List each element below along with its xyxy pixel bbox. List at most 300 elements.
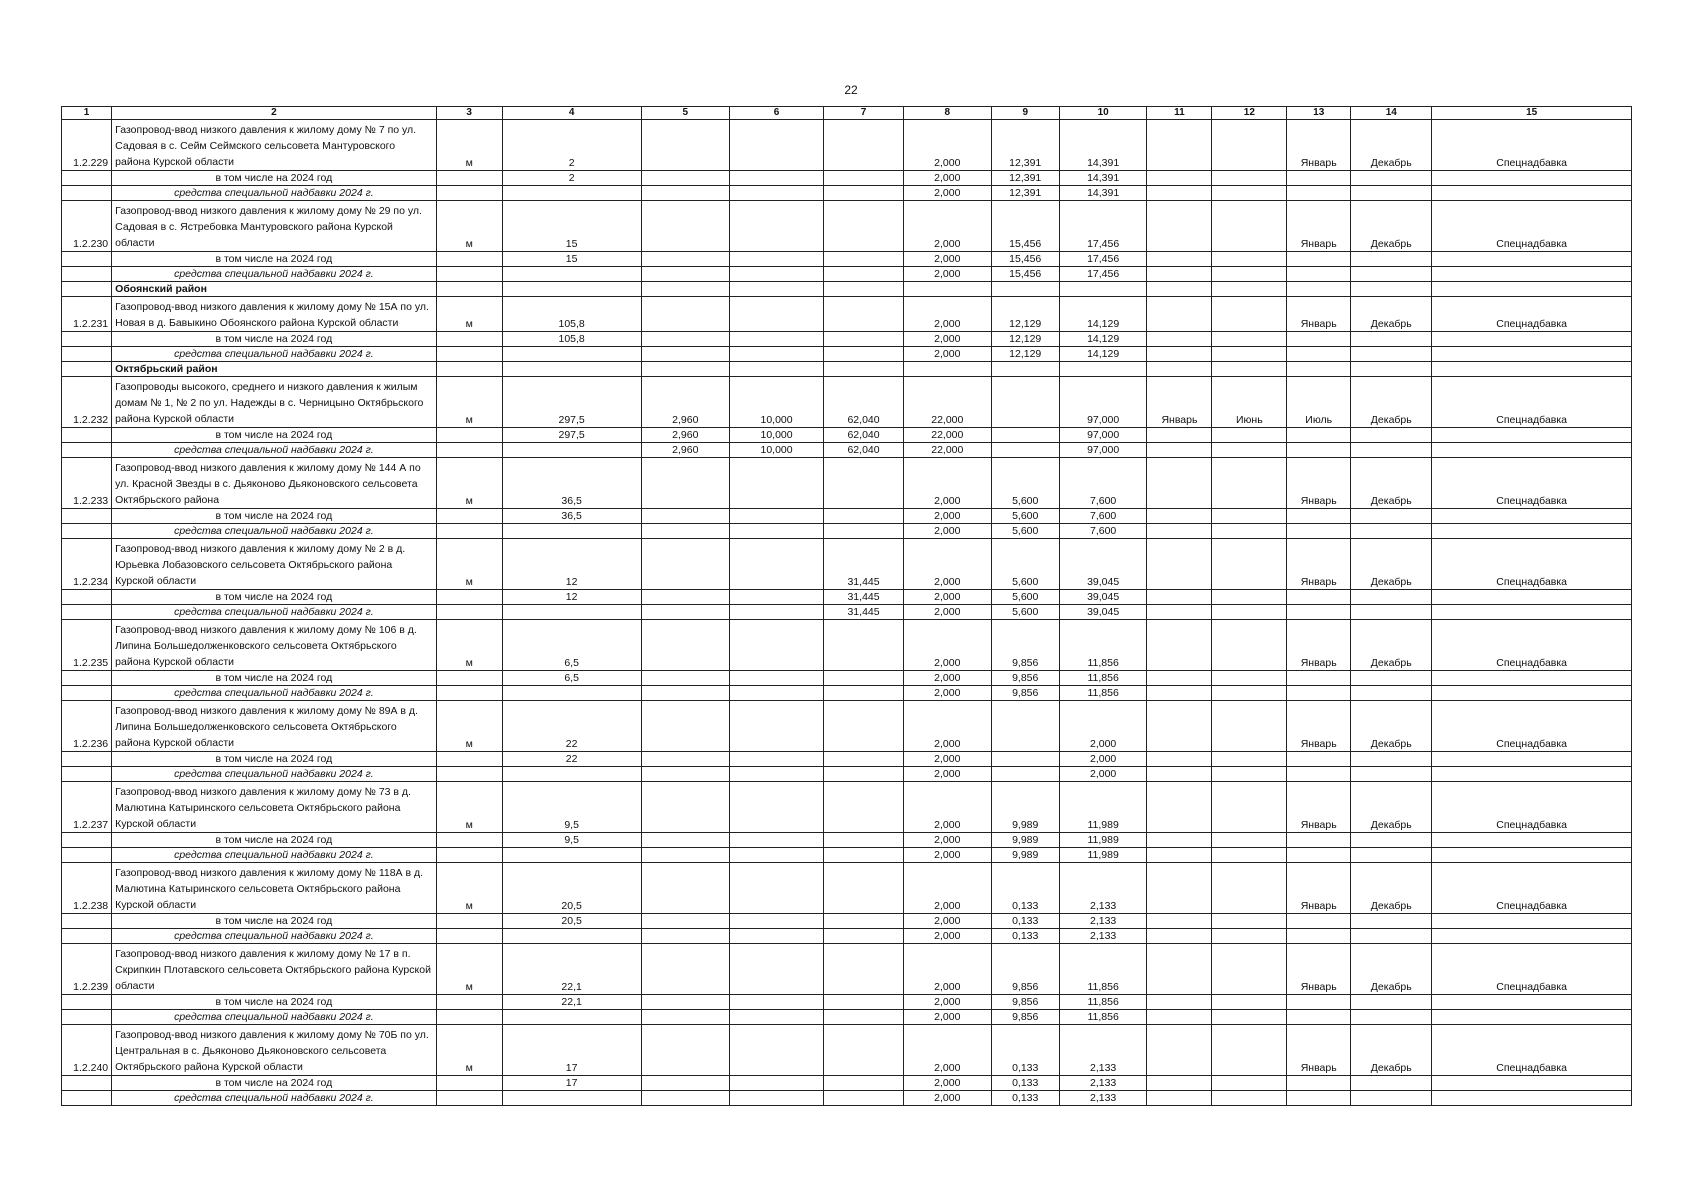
- empty-cell: [1432, 1076, 1632, 1091]
- value-cell: [991, 443, 1059, 458]
- empty-cell: [62, 686, 112, 701]
- sub-label: в том числе на 2024 год: [112, 1076, 436, 1091]
- item-code: 1.2.240: [62, 1025, 112, 1076]
- value-cell: 9,856: [991, 620, 1059, 671]
- value-cell: 11,856: [1059, 944, 1147, 995]
- value-cell: 2,000: [904, 201, 992, 252]
- schedule-cell: [1212, 120, 1287, 171]
- sub-label: в том числе на 2024 год: [112, 252, 436, 267]
- unit-cell: м: [436, 201, 502, 252]
- value-cell: [641, 186, 730, 201]
- empty-cell: [1212, 347, 1287, 362]
- length-cell: 36,5: [502, 509, 641, 524]
- schedule-cell: Декабрь: [1351, 539, 1432, 590]
- empty-cell: [1287, 186, 1351, 201]
- value-cell: [824, 171, 904, 186]
- schedule-cell: Январь: [1287, 120, 1351, 171]
- value-cell: [730, 944, 824, 995]
- empty-cell: [1351, 509, 1432, 524]
- empty-cell: [1287, 1076, 1351, 1091]
- empty-cell: [62, 347, 112, 362]
- item-code: 1.2.230: [62, 201, 112, 252]
- empty-cell: [1147, 282, 1212, 297]
- value-cell: 2,000: [1059, 752, 1147, 767]
- empty-cell: [62, 443, 112, 458]
- schedule-cell: Декабрь: [1351, 620, 1432, 671]
- empty-cell: [1212, 362, 1287, 377]
- value-cell: [824, 252, 904, 267]
- empty-cell: [991, 282, 1059, 297]
- empty-cell: [1351, 332, 1432, 347]
- empty-cell: [62, 267, 112, 282]
- funds-label: средства специальной надбавки 2024 г.: [112, 443, 436, 458]
- value-cell: 62,040: [824, 377, 904, 428]
- empty-cell: [436, 686, 502, 701]
- empty-cell: [1287, 509, 1351, 524]
- value-cell: [824, 686, 904, 701]
- empty-cell: [1351, 1010, 1432, 1025]
- value-cell: [730, 590, 824, 605]
- value-cell: [730, 524, 824, 539]
- schedule-cell: [1147, 1025, 1212, 1076]
- value-cell: 22,000: [904, 443, 992, 458]
- value-cell: 0,133: [991, 1091, 1059, 1106]
- empty-cell: [1212, 1010, 1287, 1025]
- empty-cell: [824, 362, 904, 377]
- value-cell: [641, 782, 730, 833]
- empty-cell: [62, 767, 112, 782]
- item-code: 1.2.239: [62, 944, 112, 995]
- empty-cell: [1432, 767, 1632, 782]
- sub-row: [62, 995, 1632, 1010]
- table-row: [62, 701, 1632, 752]
- empty-cell: [1147, 1076, 1212, 1091]
- value-cell: [730, 509, 824, 524]
- empty-cell: [62, 671, 112, 686]
- schedule-cell: Январь: [1287, 201, 1351, 252]
- schedule-cell: [1147, 458, 1212, 509]
- value-cell: [824, 944, 904, 995]
- value-cell: 2,000: [904, 171, 992, 186]
- empty-cell: [436, 347, 502, 362]
- empty-cell: [1147, 186, 1212, 201]
- empty-cell: [436, 509, 502, 524]
- empty-cell: [62, 332, 112, 347]
- value-cell: [824, 509, 904, 524]
- sub-row: [62, 428, 1632, 443]
- empty-cell: [1287, 833, 1351, 848]
- empty-cell: [1147, 362, 1212, 377]
- empty-cell: [1287, 171, 1351, 186]
- unit-cell: м: [436, 782, 502, 833]
- value-cell: [641, 1076, 730, 1091]
- header-cell: 7: [824, 107, 904, 120]
- funds-label: средства специальной надбавки 2024 г.: [112, 186, 436, 201]
- value-cell: 2,000: [904, 267, 992, 282]
- empty-cell: [1351, 767, 1432, 782]
- value-cell: [991, 767, 1059, 782]
- value-cell: [641, 1091, 730, 1106]
- value-cell: [730, 1091, 824, 1106]
- empty-cell: [1432, 428, 1632, 443]
- sub-row: [62, 1076, 1632, 1091]
- value-cell: 2,000: [904, 752, 992, 767]
- value-cell: 9,989: [991, 782, 1059, 833]
- empty-cell: [1351, 524, 1432, 539]
- value-cell: [641, 848, 730, 863]
- value-cell: 2,000: [904, 458, 992, 509]
- schedule-cell: Спецнадбавка: [1432, 944, 1632, 995]
- value-cell: 5,600: [991, 509, 1059, 524]
- schedule-cell: Январь: [1287, 458, 1351, 509]
- value-cell: 97,000: [1059, 443, 1147, 458]
- unit-cell: м: [436, 458, 502, 509]
- value-cell: 14,391: [1059, 120, 1147, 171]
- funds-label: средства специальной надбавки 2024 г.: [112, 929, 436, 944]
- empty-cell: [436, 671, 502, 686]
- value-cell: 62,040: [824, 428, 904, 443]
- value-cell: [824, 267, 904, 282]
- item-description: Газопровод-ввод низкого давления к жилому дому № 2 в д. Юрьевка Лобазовского сельсовета Октябрьского района Курской области: [112, 539, 436, 590]
- value-cell: [641, 671, 730, 686]
- empty-cell: [1147, 252, 1212, 267]
- empty-cell: [1212, 1076, 1287, 1091]
- length-cell: 297,5: [502, 428, 641, 443]
- length-cell: 9,5: [502, 782, 641, 833]
- empty-cell: [1351, 282, 1432, 297]
- empty-cell: [1287, 282, 1351, 297]
- value-cell: 11,989: [1059, 782, 1147, 833]
- value-cell: 17,456: [1059, 201, 1147, 252]
- empty-cell: [62, 1010, 112, 1025]
- value-cell: 5,600: [991, 458, 1059, 509]
- empty-cell: [1212, 332, 1287, 347]
- empty-cell: [1432, 282, 1632, 297]
- value-cell: 2,000: [904, 620, 992, 671]
- sub-label: в том числе на 2024 год: [112, 833, 436, 848]
- empty-cell: [62, 362, 112, 377]
- page-number: 22: [844, 83, 858, 97]
- value-cell: [641, 620, 730, 671]
- value-cell: 2,000: [904, 509, 992, 524]
- value-cell: [991, 428, 1059, 443]
- value-cell: 2,000: [904, 767, 992, 782]
- sub-row: [62, 914, 1632, 929]
- schedule-cell: Январь: [1147, 377, 1212, 428]
- value-cell: 62,040: [824, 443, 904, 458]
- empty-cell: [1351, 590, 1432, 605]
- value-cell: 9,856: [991, 671, 1059, 686]
- empty-cell: [1059, 362, 1147, 377]
- length-cell: 12: [502, 590, 641, 605]
- value-cell: 2,000: [904, 524, 992, 539]
- header-cell: 5: [641, 107, 730, 120]
- item-code: 1.2.237: [62, 782, 112, 833]
- value-cell: 12,391: [991, 186, 1059, 201]
- empty-cell: [62, 605, 112, 620]
- value-cell: [641, 767, 730, 782]
- empty-cell: [1432, 524, 1632, 539]
- empty-cell: [1147, 767, 1212, 782]
- item-description: Газопровод-ввод низкого давления к жилому дому № 144 А по ул. Красной Звезды в с. Дьяконово Дьяконовского сельсовета Октябрьского района: [112, 458, 436, 509]
- length-cell: 9,5: [502, 833, 641, 848]
- funds-row: [62, 767, 1632, 782]
- length-cell: 22: [502, 752, 641, 767]
- schedule-cell: [1212, 944, 1287, 995]
- value-cell: [730, 833, 824, 848]
- empty-cell: [62, 914, 112, 929]
- unit-cell: м: [436, 377, 502, 428]
- empty-cell: [502, 362, 641, 377]
- district-row: [62, 282, 1632, 297]
- empty-cell: [62, 1076, 112, 1091]
- funds-row: [62, 929, 1632, 944]
- value-cell: [824, 752, 904, 767]
- table-row: [62, 201, 1632, 252]
- value-cell: [824, 332, 904, 347]
- value-cell: [641, 914, 730, 929]
- schedule-cell: Декабрь: [1351, 458, 1432, 509]
- value-cell: 2,000: [1059, 701, 1147, 752]
- header-row: [62, 107, 1632, 120]
- empty-cell: [1351, 848, 1432, 863]
- value-cell: 2,133: [1059, 1091, 1147, 1106]
- district-name: Обоянский район: [112, 282, 436, 297]
- value-cell: [824, 458, 904, 509]
- value-cell: [730, 252, 824, 267]
- value-cell: [641, 539, 730, 590]
- empty-cell: [62, 929, 112, 944]
- item-code: 1.2.233: [62, 458, 112, 509]
- empty-cell: [62, 282, 112, 297]
- schedule-cell: Спецнадбавка: [1432, 1025, 1632, 1076]
- value-cell: 5,600: [991, 590, 1059, 605]
- empty-cell: [1212, 590, 1287, 605]
- funds-label: средства специальной надбавки 2024 г.: [112, 686, 436, 701]
- value-cell: 2,000: [904, 120, 992, 171]
- value-cell: [641, 701, 730, 752]
- value-cell: 9,856: [991, 1010, 1059, 1025]
- value-cell: [730, 120, 824, 171]
- empty-cell: [1432, 833, 1632, 848]
- value-cell: [824, 1010, 904, 1025]
- empty-cell: [1212, 671, 1287, 686]
- value-cell: [730, 671, 824, 686]
- schedule-cell: Спецнадбавка: [1432, 701, 1632, 752]
- empty-cell: [1351, 605, 1432, 620]
- value-cell: 39,045: [1059, 590, 1147, 605]
- header-cell: 15: [1432, 107, 1632, 120]
- empty-cell: [1059, 282, 1147, 297]
- empty-cell: [1432, 1091, 1632, 1106]
- schedule-cell: [1212, 701, 1287, 752]
- value-cell: [824, 995, 904, 1010]
- value-cell: 2,133: [1059, 914, 1147, 929]
- value-cell: 11,856: [1059, 671, 1147, 686]
- empty-cell: [1287, 590, 1351, 605]
- length-cell: 105,8: [502, 297, 641, 332]
- value-cell: [641, 524, 730, 539]
- empty-cell: [1147, 929, 1212, 944]
- value-cell: [641, 863, 730, 914]
- value-cell: [824, 120, 904, 171]
- value-cell: 2,000: [904, 539, 992, 590]
- empty-cell: [502, 524, 641, 539]
- length-cell: 2: [502, 120, 641, 171]
- value-cell: 2,000: [904, 590, 992, 605]
- schedule-cell: Декабрь: [1351, 377, 1432, 428]
- value-cell: [641, 458, 730, 509]
- empty-cell: [1351, 347, 1432, 362]
- empty-cell: [1147, 686, 1212, 701]
- schedule-cell: [1147, 944, 1212, 995]
- value-cell: 2,000: [904, 347, 992, 362]
- funds-label: средства специальной надбавки 2024 г.: [112, 267, 436, 282]
- empty-cell: [436, 428, 502, 443]
- value-cell: [824, 186, 904, 201]
- value-cell: [824, 347, 904, 362]
- table-row: [62, 863, 1632, 914]
- empty-cell: [1287, 362, 1351, 377]
- empty-cell: [641, 282, 730, 297]
- value-cell: 7,600: [1059, 524, 1147, 539]
- length-cell: 20,5: [502, 914, 641, 929]
- empty-cell: [1147, 833, 1212, 848]
- value-cell: [730, 848, 824, 863]
- value-cell: [824, 929, 904, 944]
- value-cell: [641, 347, 730, 362]
- empty-cell: [1287, 332, 1351, 347]
- sub-label: в том числе на 2024 год: [112, 671, 436, 686]
- schedule-cell: Июль: [1287, 377, 1351, 428]
- empty-cell: [1212, 605, 1287, 620]
- empty-cell: [730, 362, 824, 377]
- empty-cell: [1147, 752, 1212, 767]
- sub-label: в том числе на 2024 год: [112, 509, 436, 524]
- empty-cell: [1351, 252, 1432, 267]
- empty-cell: [502, 1091, 641, 1106]
- empty-cell: [502, 443, 641, 458]
- empty-cell: [62, 509, 112, 524]
- empty-cell: [1287, 428, 1351, 443]
- empty-cell: [1287, 252, 1351, 267]
- item-description: Газопровод-ввод низкого давления к жилому дому № 15А по ул. Новая в д. Бавыкино Обоянского района Курской области: [112, 297, 436, 332]
- empty-cell: [1432, 332, 1632, 347]
- value-cell: [641, 201, 730, 252]
- empty-cell: [1432, 362, 1632, 377]
- empty-cell: [436, 590, 502, 605]
- empty-cell: [436, 171, 502, 186]
- value-cell: 2,960: [641, 377, 730, 428]
- value-cell: 11,856: [1059, 686, 1147, 701]
- empty-cell: [436, 1010, 502, 1025]
- table-row: [62, 1025, 1632, 1076]
- value-cell: [824, 297, 904, 332]
- value-cell: [730, 782, 824, 833]
- sub-row: [62, 332, 1632, 347]
- value-cell: 2,000: [904, 671, 992, 686]
- value-cell: 14,129: [1059, 297, 1147, 332]
- value-cell: [641, 171, 730, 186]
- empty-cell: [436, 833, 502, 848]
- value-cell: [991, 377, 1059, 428]
- empty-cell: [436, 1091, 502, 1106]
- value-cell: [824, 524, 904, 539]
- empty-cell: [502, 347, 641, 362]
- schedule-cell: [1147, 620, 1212, 671]
- schedule-cell: Декабрь: [1351, 120, 1432, 171]
- table-row: [62, 539, 1632, 590]
- schedule-cell: [1147, 863, 1212, 914]
- value-cell: 97,000: [1059, 377, 1147, 428]
- value-cell: [730, 347, 824, 362]
- length-cell: 22,1: [502, 995, 641, 1010]
- length-cell: 12: [502, 539, 641, 590]
- value-cell: 2,000: [904, 605, 992, 620]
- funds-row: [62, 605, 1632, 620]
- value-cell: [730, 752, 824, 767]
- schedule-cell: Спецнадбавка: [1432, 297, 1632, 332]
- value-cell: [730, 1076, 824, 1091]
- empty-cell: [436, 443, 502, 458]
- value-cell: [730, 863, 824, 914]
- length-cell: 17: [502, 1025, 641, 1076]
- empty-cell: [1432, 848, 1632, 863]
- empty-cell: [1351, 443, 1432, 458]
- empty-cell: [1147, 1010, 1212, 1025]
- item-code: 1.2.232: [62, 377, 112, 428]
- item-code: 1.2.234: [62, 539, 112, 590]
- empty-cell: [436, 362, 502, 377]
- item-description: Газопровод-ввод низкого давления к жилому дому № 29 по ул. Садовая в с. Ястребовка Мантуровского района Курской области: [112, 201, 436, 252]
- schedule-cell: Спецнадбавка: [1432, 863, 1632, 914]
- empty-cell: [991, 362, 1059, 377]
- value-cell: 12,391: [991, 171, 1059, 186]
- sub-row: [62, 171, 1632, 186]
- empty-cell: [502, 186, 641, 201]
- empty-cell: [1432, 686, 1632, 701]
- empty-cell: [1287, 1010, 1351, 1025]
- value-cell: 14,391: [1059, 171, 1147, 186]
- empty-cell: [824, 282, 904, 297]
- value-cell: [730, 605, 824, 620]
- schedule-cell: Спецнадбавка: [1432, 458, 1632, 509]
- empty-cell: [1147, 848, 1212, 863]
- empty-cell: [1432, 186, 1632, 201]
- empty-cell: [1212, 524, 1287, 539]
- value-cell: [641, 995, 730, 1010]
- value-cell: 0,133: [991, 863, 1059, 914]
- value-cell: 15,456: [991, 201, 1059, 252]
- value-cell: 39,045: [1059, 605, 1147, 620]
- funds-label: средства специальной надбавки 2024 г.: [112, 1091, 436, 1106]
- empty-cell: [1212, 914, 1287, 929]
- unit-cell: м: [436, 1025, 502, 1076]
- value-cell: 2,000: [904, 1025, 992, 1076]
- schedule-cell: Спецнадбавка: [1432, 620, 1632, 671]
- sub-label: в том числе на 2024 год: [112, 752, 436, 767]
- length-cell: 36,5: [502, 458, 641, 509]
- value-cell: [641, 590, 730, 605]
- schedule-cell: [1212, 539, 1287, 590]
- empty-cell: [62, 590, 112, 605]
- schedule-cell: Январь: [1287, 620, 1351, 671]
- sub-row: [62, 752, 1632, 767]
- empty-cell: [1287, 605, 1351, 620]
- value-cell: [730, 1010, 824, 1025]
- empty-cell: [62, 252, 112, 267]
- header-cell: 9: [991, 107, 1059, 120]
